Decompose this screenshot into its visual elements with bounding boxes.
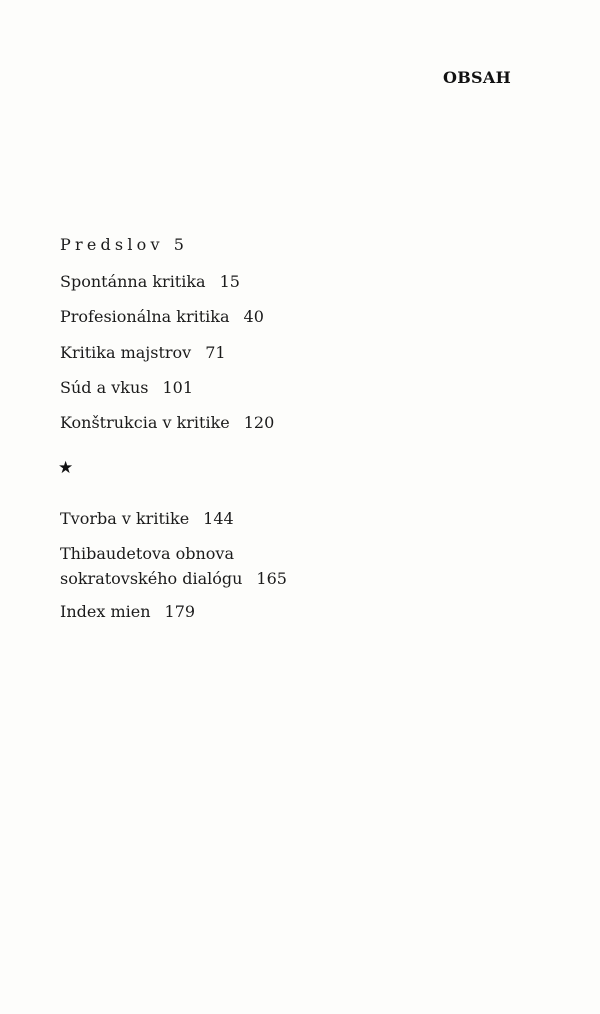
toc-entry-title: Predslov (60, 235, 164, 254)
toc-entry-index-mien (60, 599, 195, 624)
toc-entry-page: 71 (205, 343, 226, 362)
toc-entry-thibaudetova-obnova (60, 541, 287, 591)
toc-entry-title: Súd a vkus (60, 378, 149, 397)
toc-entry-title: Spontánna kritika (60, 272, 206, 291)
toc-entry-page: 101 (162, 378, 194, 397)
toc-entry-title-line2: sokratovského dialógu (60, 569, 243, 588)
toc-entry-page: 120 (243, 413, 275, 432)
toc-entry-page: 5 (173, 235, 184, 254)
toc-entry-page: 40 (243, 307, 264, 326)
toc-entry-title-line1: Thibaudetova obnova (60, 544, 235, 563)
toc-entry-title: Konštrukcia v kritike (60, 413, 230, 432)
toc-entry-title-line2-row (60, 566, 287, 591)
toc-entry-title: Kritika majstrov (60, 343, 192, 362)
toc-entry-title: Profesionálna kritika (60, 307, 230, 326)
toc-entry-title: Index mien (60, 602, 151, 621)
star-separator-icon: ★ (58, 458, 74, 478)
toc-entry-tvorba-v-kritike (60, 506, 234, 531)
toc-entry-page: 15 (219, 272, 240, 291)
toc-entry-konstrukcia-v-kritike (60, 410, 274, 435)
toc-entry-page: 179 (164, 602, 196, 621)
toc-entry-title: Tvorba v kritike (60, 509, 190, 528)
toc-entry-profesionalna-kritika (60, 304, 264, 329)
contents-heading: OBSAH (443, 68, 512, 87)
toc-entry-kritika-majstrov (60, 340, 226, 365)
toc-entry-spontanna-kritika (60, 269, 240, 294)
toc-entry-sud-a-vkus (60, 375, 193, 400)
toc-entry-page: 144 (203, 509, 234, 528)
toc-entry-page: 165 (256, 569, 287, 588)
toc-entry-predslov (60, 232, 184, 257)
